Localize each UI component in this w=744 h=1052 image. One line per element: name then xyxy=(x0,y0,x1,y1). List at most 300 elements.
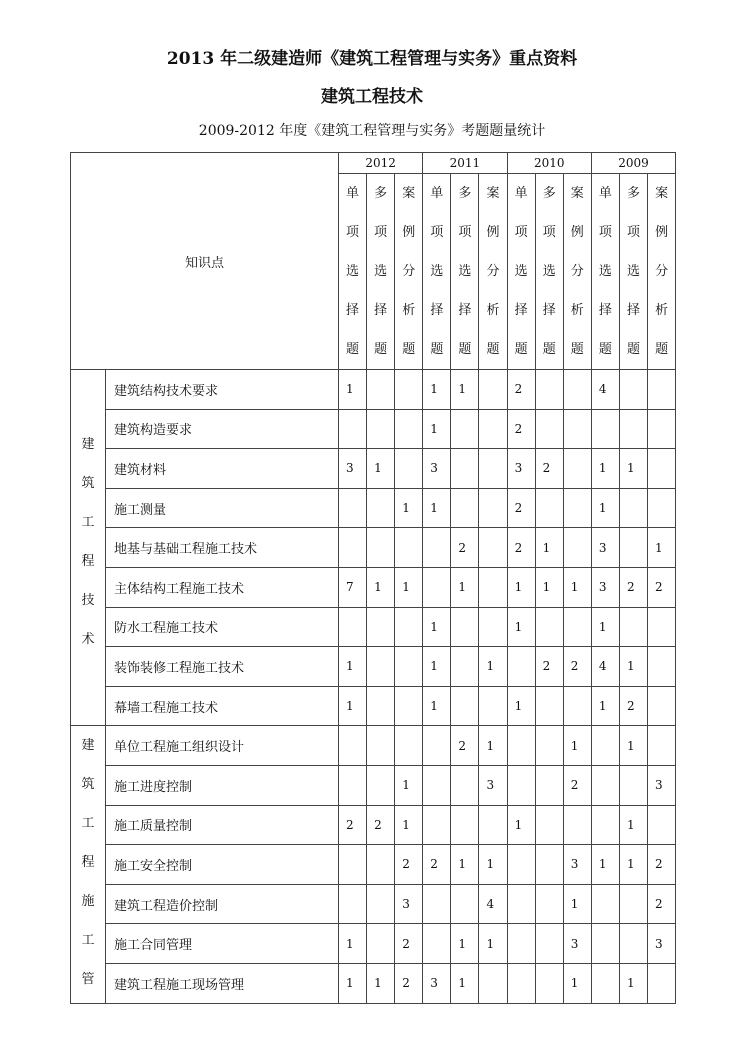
header-char: 题 xyxy=(655,342,669,357)
topic-cell: 施工质量控制 xyxy=(106,805,339,845)
header-char: 择 xyxy=(514,303,528,318)
header-char: 择 xyxy=(346,303,360,318)
count-cell: 3 xyxy=(423,963,451,1003)
count-cell: 1 xyxy=(451,963,479,1003)
year-header: 2011 xyxy=(423,153,507,174)
header-char: 多 xyxy=(374,186,388,201)
count-cell: 1 xyxy=(479,845,507,885)
table-row xyxy=(71,726,676,766)
count-cell xyxy=(648,726,676,766)
group-label-char: 工 xyxy=(81,515,95,530)
table-row xyxy=(71,370,676,410)
count-cell xyxy=(451,488,479,528)
count-cell: 1 xyxy=(591,686,619,726)
count-cell: 1 xyxy=(563,726,591,766)
count-cell: 3 xyxy=(563,845,591,885)
group-label-char: 施 xyxy=(81,894,95,910)
count-cell: 1 xyxy=(423,647,451,687)
count-cell xyxy=(648,963,676,1003)
count-cell xyxy=(591,409,619,449)
count-cell xyxy=(339,409,367,449)
table-row xyxy=(71,647,676,687)
count-cell: 1 xyxy=(339,924,367,964)
header-char: 析 xyxy=(486,303,500,318)
count-cell: 1 xyxy=(591,607,619,647)
document-title: 2013 年二级建造师《建筑工程管理与实务》重点资料 xyxy=(166,49,578,69)
count-cell xyxy=(535,884,563,924)
count-cell xyxy=(395,528,423,568)
count-cell xyxy=(451,607,479,647)
count-cell xyxy=(563,488,591,528)
count-cell xyxy=(339,607,367,647)
table-row xyxy=(71,845,676,885)
count-cell xyxy=(648,370,676,410)
header-char: 案 xyxy=(570,186,584,201)
count-cell xyxy=(507,963,535,1003)
count-cell: 3 xyxy=(648,765,676,805)
header-char: 多 xyxy=(626,186,640,201)
count-cell xyxy=(451,765,479,805)
count-cell xyxy=(648,805,676,845)
header-char: 择 xyxy=(626,303,640,318)
count-cell: 1 xyxy=(423,607,451,647)
count-cell: 2 xyxy=(395,924,423,964)
header-char: 析 xyxy=(655,303,669,318)
count-cell: 1 xyxy=(395,567,423,607)
count-cell xyxy=(619,370,647,410)
question-type-header xyxy=(367,174,395,370)
group-label-char: 术 xyxy=(81,632,95,647)
count-cell: 1 xyxy=(339,963,367,1003)
table-row xyxy=(71,963,676,1003)
header-char: 选 xyxy=(626,264,640,279)
count-cell xyxy=(451,449,479,489)
knowledge-header: 知识点 xyxy=(71,153,339,370)
count-cell xyxy=(423,567,451,607)
count-cell: 1 xyxy=(619,845,647,885)
header-char: 分 xyxy=(570,264,584,279)
count-cell xyxy=(563,449,591,489)
count-cell xyxy=(648,686,676,726)
question-type-header xyxy=(535,174,563,370)
header-char: 题 xyxy=(514,342,528,357)
count-cell xyxy=(367,409,395,449)
count-cell xyxy=(423,528,451,568)
header-char: 多 xyxy=(458,186,472,201)
count-cell xyxy=(507,726,535,766)
header-char: 项 xyxy=(514,225,528,240)
topic-cell: 主体结构工程施工技术 xyxy=(106,567,339,607)
header-char: 项 xyxy=(458,225,472,240)
count-cell: 4 xyxy=(591,370,619,410)
topic-cell: 施工安全控制 xyxy=(106,845,339,885)
count-cell: 7 xyxy=(339,567,367,607)
count-cell: 1 xyxy=(339,370,367,410)
count-cell: 1 xyxy=(535,567,563,607)
count-cell: 2 xyxy=(507,488,535,528)
header-char: 选 xyxy=(346,264,360,279)
count-cell xyxy=(367,726,395,766)
count-cell: 1 xyxy=(507,686,535,726)
count-cell xyxy=(535,765,563,805)
header-char: 题 xyxy=(402,342,416,357)
count-cell: 1 xyxy=(591,488,619,528)
question-type-header xyxy=(591,174,619,370)
count-cell: 1 xyxy=(619,805,647,845)
topic-cell: 单位工程施工组织设计 xyxy=(106,726,339,766)
count-cell xyxy=(395,647,423,687)
header-char: 例 xyxy=(655,225,669,240)
count-cell: 2 xyxy=(535,449,563,489)
topic-cell: 装饰装修工程施工技术 xyxy=(106,647,339,687)
count-cell: 1 xyxy=(451,370,479,410)
count-cell xyxy=(395,607,423,647)
table-row xyxy=(71,409,676,449)
count-cell xyxy=(479,805,507,845)
count-cell: 3 xyxy=(479,765,507,805)
topic-cell: 建筑工程造价控制 xyxy=(106,884,339,924)
count-cell: 3 xyxy=(591,528,619,568)
count-cell xyxy=(507,647,535,687)
topic-cell: 建筑结构技术要求 xyxy=(106,370,339,410)
table-row xyxy=(71,567,676,607)
count-cell xyxy=(479,449,507,489)
header-char: 多 xyxy=(542,186,556,201)
count-cell xyxy=(591,765,619,805)
count-cell xyxy=(451,647,479,687)
group-label-char: 技 xyxy=(81,593,95,608)
count-cell: 3 xyxy=(563,924,591,964)
count-cell: 1 xyxy=(619,449,647,489)
count-cell xyxy=(451,805,479,845)
count-cell: 2 xyxy=(395,845,423,885)
count-cell: 2 xyxy=(507,528,535,568)
count-cell: 1 xyxy=(619,963,647,1003)
question-type-header xyxy=(619,174,647,370)
count-cell xyxy=(535,370,563,410)
table-row xyxy=(71,488,676,528)
question-type-header xyxy=(563,174,591,370)
count-cell xyxy=(479,528,507,568)
count-cell: 1 xyxy=(367,567,395,607)
group-label-char: 工 xyxy=(81,933,95,949)
count-cell xyxy=(423,726,451,766)
header-char: 例 xyxy=(486,225,500,240)
count-cell xyxy=(479,370,507,410)
table-row xyxy=(71,884,676,924)
header-char: 分 xyxy=(655,264,669,279)
group-label-char: 筑 xyxy=(81,476,95,491)
count-cell: 2 xyxy=(648,845,676,885)
count-cell: 1 xyxy=(479,647,507,687)
header-char: 选 xyxy=(598,264,612,279)
count-cell: 1 xyxy=(339,647,367,687)
count-cell: 1 xyxy=(507,607,535,647)
group-label-char: 管 xyxy=(81,972,95,988)
count-cell: 2 xyxy=(535,647,563,687)
header-char: 案 xyxy=(402,186,416,201)
count-cell: 2 xyxy=(507,409,535,449)
count-cell xyxy=(591,884,619,924)
count-cell: 3 xyxy=(648,924,676,964)
count-cell: 1 xyxy=(451,924,479,964)
topic-cell: 建筑构造要求 xyxy=(106,409,339,449)
count-cell: 1 xyxy=(648,528,676,568)
question-type-header xyxy=(339,174,367,370)
count-cell: 1 xyxy=(619,647,647,687)
count-cell xyxy=(591,963,619,1003)
count-cell xyxy=(367,370,395,410)
count-cell xyxy=(648,488,676,528)
count-cell xyxy=(367,607,395,647)
count-cell: 2 xyxy=(619,686,647,726)
count-cell xyxy=(339,884,367,924)
count-cell: 1 xyxy=(451,845,479,885)
count-cell xyxy=(367,924,395,964)
topic-cell: 幕墙工程施工技术 xyxy=(106,686,339,726)
count-cell xyxy=(535,845,563,885)
question-type-header xyxy=(451,174,479,370)
header-char: 题 xyxy=(626,342,640,357)
header-char: 选 xyxy=(430,264,444,279)
count-cell: 1 xyxy=(507,805,535,845)
count-cell: 2 xyxy=(451,726,479,766)
count-cell: 2 xyxy=(339,805,367,845)
count-cell xyxy=(619,607,647,647)
table-caption: 2009-2012 年度《建筑工程管理与实务》考题题量统计 xyxy=(198,123,546,139)
count-cell xyxy=(479,963,507,1003)
table-row xyxy=(71,528,676,568)
count-cell: 1 xyxy=(423,488,451,528)
count-cell xyxy=(648,409,676,449)
count-cell xyxy=(423,884,451,924)
count-cell xyxy=(367,765,395,805)
header-char: 项 xyxy=(626,225,640,240)
header-char: 单 xyxy=(346,186,360,201)
header-char: 题 xyxy=(570,342,584,357)
count-cell: 4 xyxy=(591,647,619,687)
count-cell xyxy=(367,488,395,528)
count-cell xyxy=(479,488,507,528)
header-char: 例 xyxy=(402,225,416,240)
question-type-header xyxy=(648,174,676,370)
table-row xyxy=(71,449,676,489)
header-char: 案 xyxy=(486,186,500,201)
count-cell: 2 xyxy=(507,370,535,410)
header-char: 项 xyxy=(430,225,444,240)
count-cell xyxy=(648,449,676,489)
count-cell xyxy=(339,845,367,885)
count-cell xyxy=(395,449,423,489)
count-cell: 1 xyxy=(395,805,423,845)
question-type-header xyxy=(395,174,423,370)
topic-cell: 防水工程施工技术 xyxy=(106,607,339,647)
count-cell: 1 xyxy=(619,726,647,766)
count-cell xyxy=(395,686,423,726)
count-cell xyxy=(479,686,507,726)
count-cell xyxy=(619,924,647,964)
count-cell: 1 xyxy=(479,726,507,766)
count-cell xyxy=(619,884,647,924)
header-char: 例 xyxy=(570,225,584,240)
count-cell xyxy=(619,488,647,528)
topic-cell: 施工合同管理 xyxy=(106,924,339,964)
group-label xyxy=(71,726,106,1003)
count-cell: 2 xyxy=(423,845,451,885)
count-cell: 3 xyxy=(507,449,535,489)
count-cell xyxy=(339,488,367,528)
table-row xyxy=(71,686,676,726)
count-cell: 3 xyxy=(591,567,619,607)
count-cell xyxy=(367,528,395,568)
group-label-char: 程 xyxy=(81,855,95,871)
count-cell: 2 xyxy=(648,884,676,924)
header-char: 择 xyxy=(542,303,556,318)
count-cell: 1 xyxy=(479,924,507,964)
header-char: 选 xyxy=(458,264,472,279)
count-cell: 1 xyxy=(423,686,451,726)
count-cell: 2 xyxy=(648,567,676,607)
count-cell xyxy=(563,607,591,647)
count-cell: 1 xyxy=(339,686,367,726)
count-cell: 1 xyxy=(367,963,395,1003)
header-char: 单 xyxy=(514,186,528,201)
count-cell xyxy=(423,765,451,805)
count-cell: 2 xyxy=(563,647,591,687)
header-char: 项 xyxy=(542,225,556,240)
group-label-char: 建 xyxy=(81,738,95,754)
count-cell xyxy=(591,726,619,766)
header-char: 析 xyxy=(570,303,584,318)
count-cell: 1 xyxy=(367,449,395,489)
group-label-char: 建 xyxy=(81,437,95,452)
header-char: 析 xyxy=(402,303,416,318)
header-char: 题 xyxy=(346,342,360,357)
count-cell xyxy=(535,805,563,845)
count-cell: 2 xyxy=(563,765,591,805)
count-cell xyxy=(479,567,507,607)
group-label-char: 筑 xyxy=(81,777,95,793)
count-cell: 1 xyxy=(507,567,535,607)
question-type-header xyxy=(507,174,535,370)
count-cell: 1 xyxy=(563,963,591,1003)
header-char: 选 xyxy=(514,264,528,279)
count-cell xyxy=(423,924,451,964)
count-cell xyxy=(367,884,395,924)
count-cell xyxy=(479,409,507,449)
header-char: 分 xyxy=(486,264,500,279)
count-cell xyxy=(423,805,451,845)
count-cell: 1 xyxy=(423,409,451,449)
count-cell xyxy=(648,647,676,687)
count-cell: 1 xyxy=(395,765,423,805)
count-cell xyxy=(535,607,563,647)
count-cell: 4 xyxy=(479,884,507,924)
header-char: 题 xyxy=(374,342,388,357)
year-header: 2010 xyxy=(507,153,591,174)
count-cell xyxy=(591,924,619,964)
group-label xyxy=(71,370,106,726)
count-cell xyxy=(619,765,647,805)
count-cell: 1 xyxy=(423,370,451,410)
group-label-char: 工 xyxy=(81,816,95,832)
count-cell xyxy=(563,805,591,845)
count-cell xyxy=(479,607,507,647)
count-cell: 2 xyxy=(395,963,423,1003)
group-label-char: 程 xyxy=(81,554,95,569)
count-cell xyxy=(535,963,563,1003)
topic-cell: 地基与基础工程施工技术 xyxy=(106,528,339,568)
count-cell: 1 xyxy=(591,845,619,885)
count-cell: 3 xyxy=(339,449,367,489)
table-row xyxy=(71,765,676,805)
count-cell xyxy=(563,409,591,449)
count-cell xyxy=(563,686,591,726)
count-cell xyxy=(507,845,535,885)
header-year-row xyxy=(71,153,676,174)
header-char: 选 xyxy=(542,264,556,279)
topic-cell: 建筑材料 xyxy=(106,449,339,489)
count-cell xyxy=(367,845,395,885)
count-cell: 2 xyxy=(451,528,479,568)
header-char: 择 xyxy=(598,303,612,318)
count-cell xyxy=(535,726,563,766)
count-cell xyxy=(535,924,563,964)
count-cell xyxy=(619,409,647,449)
topic-cell: 建筑工程施工现场管理 xyxy=(106,963,339,1003)
section-heading: 建筑工程技术 xyxy=(321,87,423,107)
count-cell xyxy=(451,686,479,726)
table-row xyxy=(71,924,676,964)
header-char: 题 xyxy=(542,342,556,357)
header-char: 项 xyxy=(374,225,388,240)
count-cell xyxy=(339,726,367,766)
count-cell xyxy=(591,805,619,845)
year-header: 2012 xyxy=(339,153,423,174)
count-cell: 2 xyxy=(619,567,647,607)
header-char: 题 xyxy=(598,342,612,357)
header-char: 单 xyxy=(430,186,444,201)
count-cell: 1 xyxy=(535,528,563,568)
topic-cell: 施工测量 xyxy=(106,488,339,528)
count-cell xyxy=(563,370,591,410)
count-cell: 1 xyxy=(451,567,479,607)
header-char: 选 xyxy=(374,264,388,279)
count-cell: 2 xyxy=(367,805,395,845)
count-cell xyxy=(507,765,535,805)
count-cell xyxy=(395,726,423,766)
count-cell xyxy=(619,528,647,568)
header-char: 择 xyxy=(430,303,444,318)
count-cell xyxy=(507,924,535,964)
question-type-header xyxy=(423,174,451,370)
header-char: 单 xyxy=(598,186,612,201)
count-cell xyxy=(367,686,395,726)
count-cell: 1 xyxy=(563,567,591,607)
count-cell xyxy=(451,409,479,449)
header-char: 分 xyxy=(402,264,416,279)
count-cell: 3 xyxy=(423,449,451,489)
header-char: 题 xyxy=(486,342,500,357)
count-cell xyxy=(648,607,676,647)
count-cell xyxy=(563,528,591,568)
header-char: 择 xyxy=(374,303,388,318)
count-cell xyxy=(535,488,563,528)
header-char: 项 xyxy=(598,225,612,240)
table-row xyxy=(71,607,676,647)
header-char: 择 xyxy=(458,303,472,318)
header-char: 案 xyxy=(655,186,669,201)
